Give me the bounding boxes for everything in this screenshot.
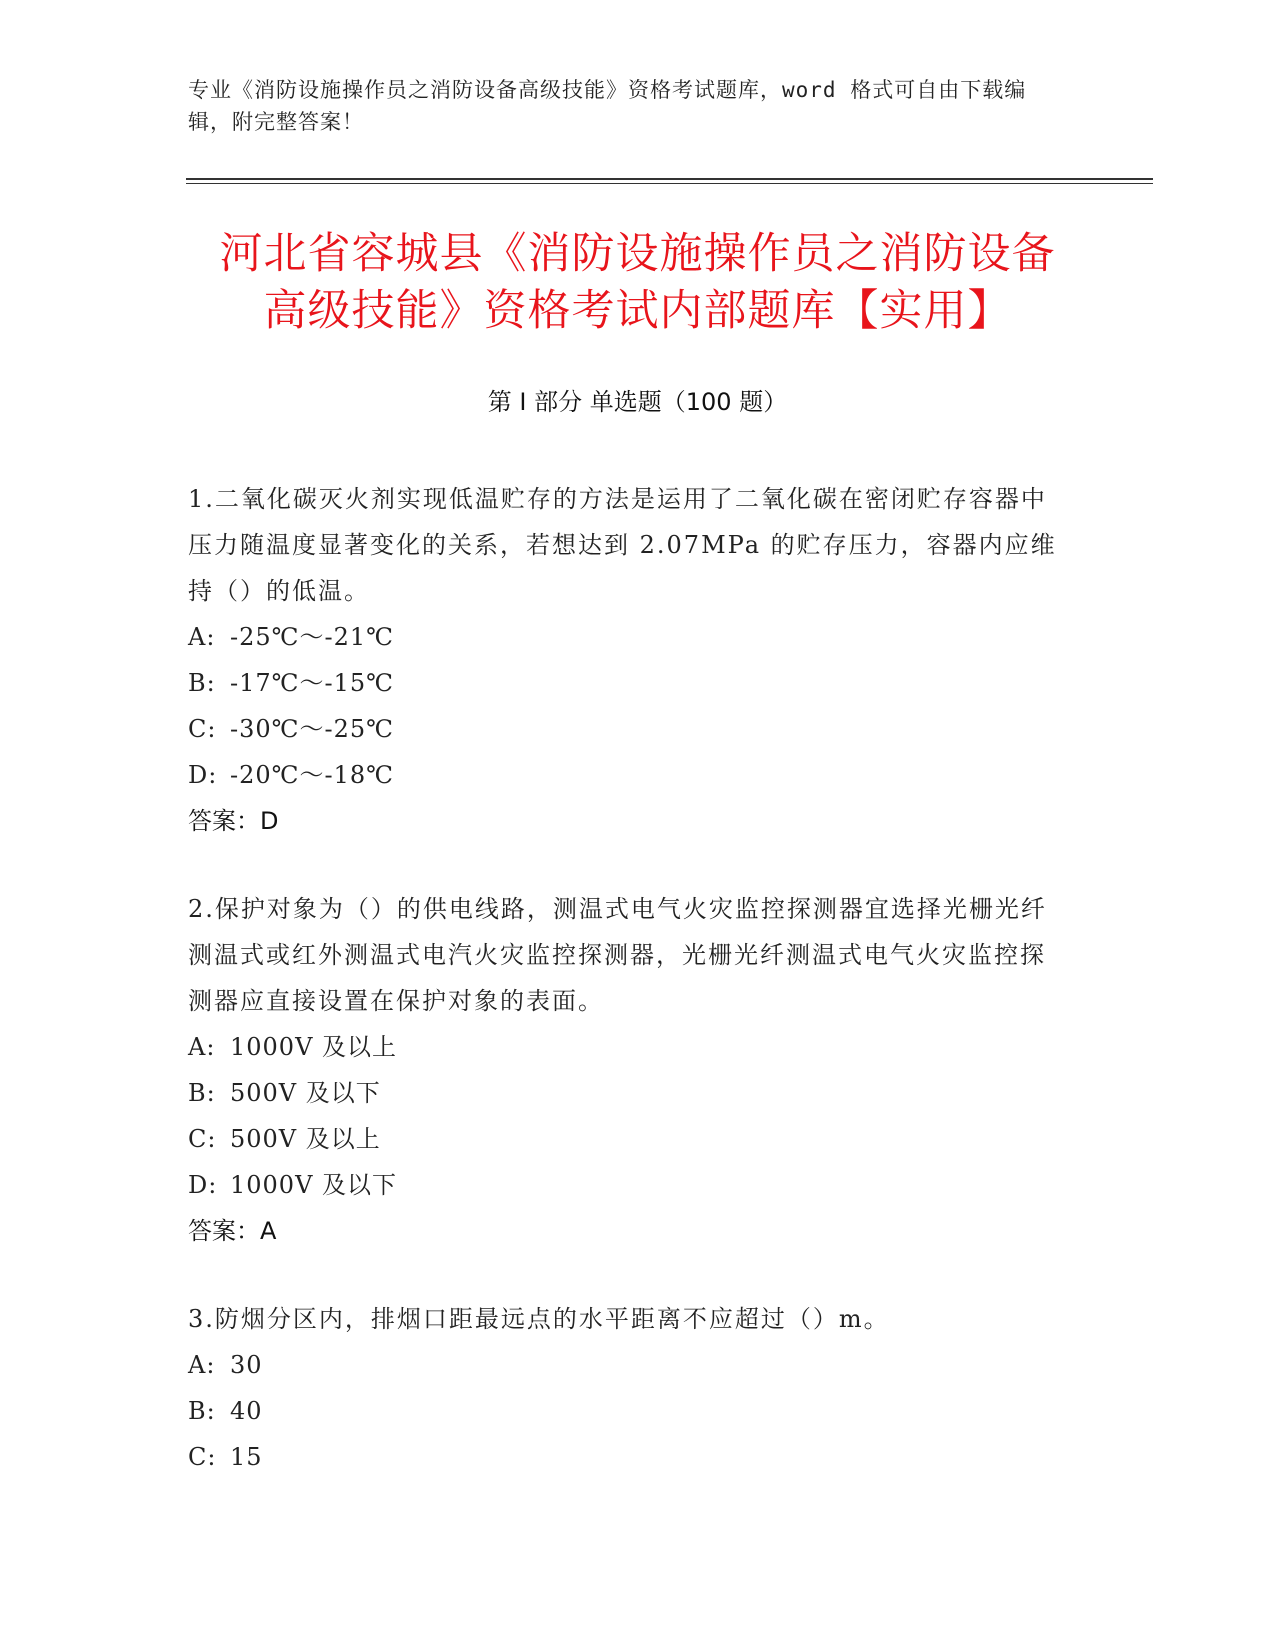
- option-key: A:: [188, 1351, 216, 1379]
- option-text: 500V 及以上: [230, 1125, 381, 1153]
- option-text: -17℃～-15℃: [230, 669, 394, 697]
- option-key: A:: [188, 623, 216, 651]
- option-key: C:: [188, 1125, 217, 1153]
- option-b: [188, 1388, 1068, 1434]
- option-a: [188, 1024, 1068, 1070]
- title-line-1: 河北省容城县《消防设施操作员之消防设备: [219, 229, 1056, 279]
- title-line-2: 高级技能》资格考试内部题库【实用】: [263, 286, 1012, 336]
- header-note: 专业《消防设施操作员之消防设备高级技能》资格考试题库，word 格式可自由下载编辑，附完整答案！: [188, 78, 1027, 134]
- option-key: C:: [188, 715, 217, 743]
- question-list: [188, 476, 1068, 1522]
- option-a: [188, 1342, 1068, 1388]
- option-key: D:: [188, 1171, 218, 1199]
- option-d: [188, 1162, 1068, 1208]
- option-c: [188, 1116, 1068, 1162]
- option-key: D:: [188, 761, 218, 789]
- option-key: A:: [188, 1033, 216, 1061]
- answer-line: 答案：D: [188, 807, 279, 835]
- option-a: [188, 614, 1068, 660]
- option-text: -25℃～-21℃: [230, 623, 394, 651]
- section-heading: 第 I 部分 单选题（100 题）: [487, 388, 788, 416]
- question-3: [188, 1296, 1068, 1480]
- question-1: [188, 476, 1068, 844]
- answer-line: 答案：A: [188, 1217, 277, 1245]
- question-2: [188, 886, 1068, 1254]
- option-text: 15: [230, 1443, 263, 1471]
- option-text: -30℃～-25℃: [230, 715, 394, 743]
- question-stem: 2.保护对象为（）的供电线路，测温式电气火灾监控探测器宜选择光栅光纤测温式或红外测温式电汽火灾监控探测器，光栅光纤测温式电气火灾监控探测器应直接设置在保护对象的表面。: [188, 895, 1047, 1015]
- document-title: [160, 226, 1115, 340]
- header-rule-thick: [186, 178, 1153, 180]
- option-text: 40: [230, 1397, 263, 1425]
- header-rule-thin: [186, 183, 1153, 184]
- option-c: [188, 706, 1068, 752]
- option-d: [188, 752, 1068, 798]
- option-text: 1000V 及以上: [230, 1033, 398, 1061]
- question-stem: 3.防烟分区内，排烟口距最远点的水平距离不应超过（）m。: [188, 1305, 890, 1333]
- option-key: B:: [188, 1079, 216, 1107]
- option-text: 1000V 及以下: [230, 1171, 398, 1199]
- option-b: [188, 660, 1068, 706]
- option-key: B:: [188, 669, 216, 697]
- option-key: C:: [188, 1443, 217, 1471]
- option-text: 500V 及以下: [230, 1079, 381, 1107]
- option-text: 30: [230, 1351, 263, 1379]
- question-stem: 1.二氧化碳灭火剂实现低温贮存的方法是运用了二氧化碳在密闭贮存容器中压力随温度显著变化的关系，若想达到 2.07MPa 的贮存压力，容器内应维持（）的低温。: [188, 485, 1057, 605]
- option-key: B:: [188, 1397, 216, 1425]
- option-c: [188, 1434, 1068, 1480]
- option-text: -20℃～-18℃: [230, 761, 394, 789]
- option-b: [188, 1070, 1068, 1116]
